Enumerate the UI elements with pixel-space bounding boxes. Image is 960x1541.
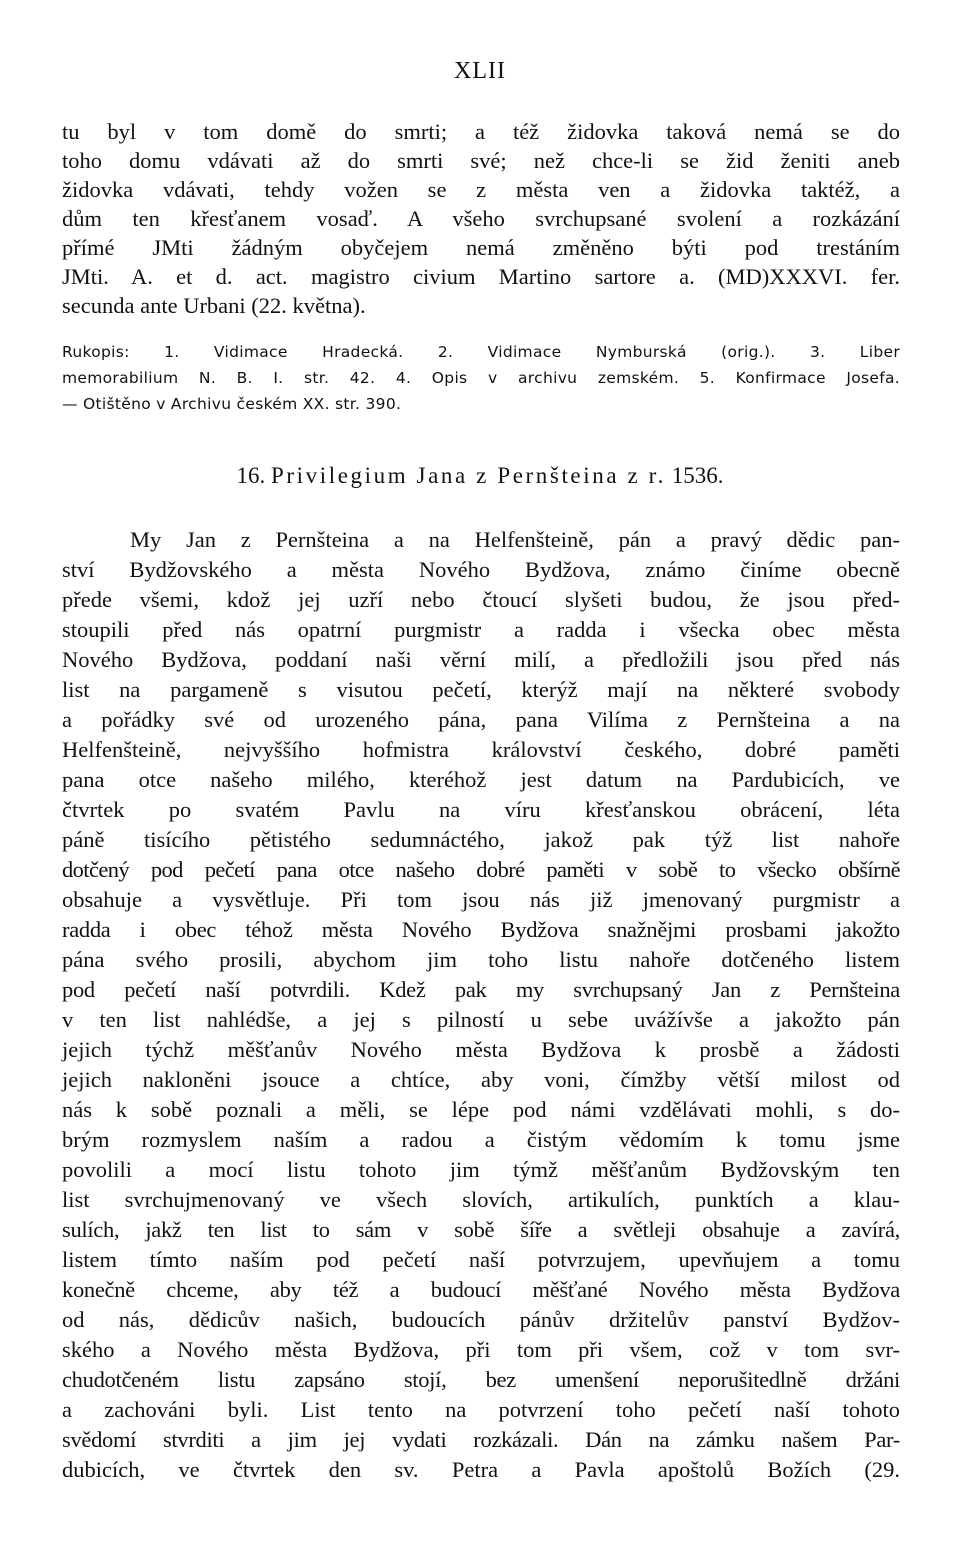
section-year: 1536. xyxy=(671,463,724,488)
text-line: Helfenšteině, nejvyššího hofmistra království českého, dobré paměti xyxy=(62,737,900,762)
text-line: toho domu vdávati až do smrti své; než chce-li se žid ženiti aneb xyxy=(62,148,900,173)
text-line: list svrchujmenovaný ve všech slovích, artikulích, punktích a klau- xyxy=(62,1187,900,1212)
text-line: přede všemi, kdož jej uzří nebo čtoucí slyšeti budou, že jsou před- xyxy=(62,587,900,612)
text-line: My Jan z Pernšteina a na Helfenšteině, pán a pravý dědic pan- xyxy=(130,527,900,552)
text-line: ství Bydžovského a města Nového Bydžova, známo činíme obecně xyxy=(62,557,900,582)
text-line: brým rozmyslem naším a radou a čistým vědomím k tomu jsme xyxy=(62,1127,900,1152)
text-line: obsahuje a vysvětluje. Při tom jsou nás již jmenovaný purgmistr a xyxy=(62,887,900,912)
section-heading xyxy=(0,460,960,492)
text-line: secunda ante Urbani (22. května). xyxy=(62,293,366,318)
text-line: chudotčeném listu zapsáno stojí, bez umenšení neporušitedlně držáni xyxy=(62,1367,900,1392)
text-line: pod pečetí naší potvrdili. Kdež pak my svrchupsaný Jan z Pernšteina xyxy=(62,977,900,1002)
text-line: páně tisícího pětistého sedumnáctého, jakož pak týž list nahoře xyxy=(62,827,900,852)
text-line: jejich týchž měšťanův Nového města Bydžova k prosbě a žádosti xyxy=(62,1037,900,1062)
text-line: pána svého prosili, abychom jim toho listu nahoře dotčeného listem xyxy=(62,947,900,972)
note-line: memorabilium N. B. I. str. 42. 4. Opis v archivu zemském. 5. Konfirmace Josefa. xyxy=(62,369,900,387)
text-line: radda i obec téhož města Nového Bydžova snažnějmi prosbami jakožto xyxy=(62,917,900,942)
text-line: dubicích, ve čtvrtek den sv. Petra a Pavla apoštolů Božích (29. xyxy=(62,1457,900,1482)
text-line: čtvrtek po svatém Pavlu na víru křesťanskou obrácení, léta xyxy=(62,797,900,822)
text-line: pana otce našeho milého, kteréhož jest datum na Pardubicích, ve xyxy=(62,767,900,792)
text-line: stoupili před nás opatrní purgmistr a radda i všecka obec města xyxy=(62,617,900,642)
text-line: Nového Bydžova, poddaní naši věrní milí, a předložili jsou před nás xyxy=(62,647,900,672)
section-number: 16. xyxy=(236,463,266,488)
text-line: nás k sobě poznali a měli, se lépe pod námi vzdělávati mohli, s do- xyxy=(62,1097,900,1122)
text-line: židovka vdávati, tehdy vožen se z města ven a židovka taktéž, a xyxy=(62,177,900,202)
text-line: v ten list nahlédše, a jej s pilností u sebe uvážívše a jakožto pán xyxy=(62,1007,900,1032)
text-line: dotčený pod pečetí pana otce našeho dobré paměti v sobě to všecko obšírně xyxy=(62,857,900,882)
text-line: a zachováni byli. List tento na potvrzení toho pečetí naší tohoto xyxy=(62,1397,900,1422)
text-line: dům ten křesťanem vosaď. A všeho svrchupsané svolení a rozkázání xyxy=(62,206,900,231)
text-line: sulích, jakž ten list to sám v sobě šíře a světleji obsahuje a zavírá, xyxy=(62,1217,900,1242)
text-line: jejich nakloněni jsouce a chtíce, aby voni, čímžby větší milost od xyxy=(62,1067,900,1092)
text-line: ského a Nového města Bydžova, při tom při všem, což v tom svr- xyxy=(62,1337,900,1362)
text-line: listem tímto naším pod pečetí naší potvrzujem, upevňujem a tomu xyxy=(62,1247,900,1272)
note-line: — Otištěno v Archivu českém XX. str. 390. xyxy=(62,395,402,413)
text-line: povolili a mocí listu tohoto jim týmž měšťanům Bydžovským ten xyxy=(62,1157,900,1182)
text-line: od nás, dědicův našich, budoucích pánův držitelův panství Bydžov- xyxy=(62,1307,900,1332)
page-number: XLII xyxy=(454,58,506,84)
text-line: JMti. A. et d. act. magistro civium Martino sartore a. (MD)XXXVI. fer. xyxy=(62,264,900,289)
text-line: tu byl v tom domě do smrti; a též židovka taková nemá se do xyxy=(62,119,900,144)
section-title: Privilegium Jana z Pernšteina z r. xyxy=(271,463,666,488)
text-line: list na pargameně s visutou pečetí, kterýž mají na některé svobody xyxy=(62,677,900,702)
note-line: Rukopis: 1. Vidimace Hradecká. 2. Vidimace Nymburská (orig.). 3. Liber xyxy=(62,343,900,361)
text-line: konečně chceme, aby též a budoucí měšťané Nového města Bydžova xyxy=(62,1277,900,1302)
text-line: svědomí stvrditi a jim jej vydati rozkázali. Dán na zámku našem Par- xyxy=(62,1427,900,1452)
text-line: a pořádky své od urozeného pána, pana Vilíma z Pernšteina a na xyxy=(62,707,900,732)
text-line: přímé JMti žádným obyčejem nemá změněno býti pod trestáním xyxy=(62,235,900,260)
